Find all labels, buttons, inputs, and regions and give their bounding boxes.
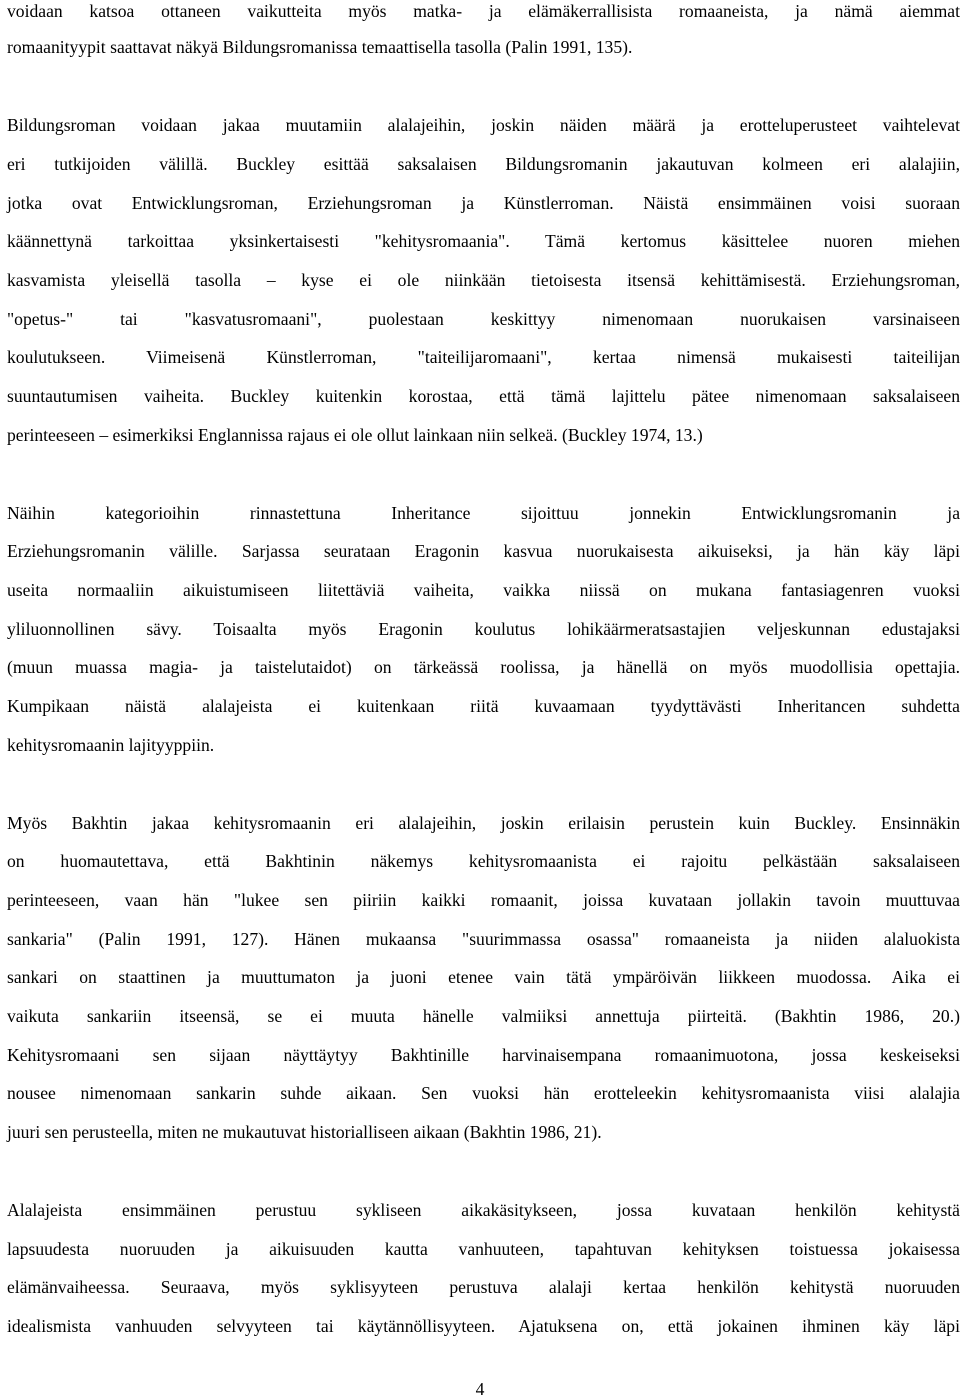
text-line: juuri sen perusteella, miten ne mukautuvat historialliseen aikaan (Bakhtin 1986, 21). (7, 1122, 602, 1142)
page-number: 4 (475, 1379, 485, 1399)
text-line: suuntautumisen vaiheita. Buckley kuitenkin korostaa, että tämä lajittelu pätee nimenomaan saksalaiseen (7, 386, 960, 406)
text-line: Erziehungsromanin välille. Sarjassa seurataan Eragonin kasvua nuorukaisesta aikuiseksi, ja hän käy läpi (7, 541, 960, 561)
text-line: Myös Bakhtin jakaa kehitysromaanin eri alalajeihin, joskin erilaisin perustein kuin Buckley. Ensinnäkin (7, 813, 960, 833)
text-line: sankaria" (Palin 1991, 127). Hänen mukaansa "suurimmassa osassa" romaaneista ja niiden alaluokista (7, 929, 960, 949)
text-line: on huomautettava, että Bakhtinin näkemys kehitysromaanista ei rajoitu pelkästään saksalaiseen (7, 851, 960, 871)
text-line: sankari on staattinen ja muuttumaton ja juoni etenee vain tätä ympäröivän liikkeen muodossa. Aika ei (7, 967, 960, 987)
text-line: Alalajeista ensimmäinen perustuu sykliseen aikakäsitykseen, jossa kuvataan henkilön kehitystä (7, 1200, 960, 1220)
text-line: perinteeseen – esimerkiksi Englannissa rajaus ei ole ollut lainkaan niin selkeä. (Buckley 1974, 13.) (7, 425, 703, 445)
text-line: "opetus-" tai "kasvatusromaani", puolestaan keskittyy nimenomaan nuorukaisen varsinaiseen (7, 309, 960, 329)
text-line: yliluonnollinen sävy. Toisaalta myös Eragonin koulutus lohikäärmeratsastajien veljeskunnan edustajaksi (7, 619, 960, 639)
text-line: vaikuta sankariin itseensä, se ei muuta hänelle valmiiksi annettuja piirteitä. (Bakhtin 1986, 20.) (7, 1006, 960, 1026)
text-line: elämänvaiheessa. Seuraava, myös syklisyyteen perustuva alalaji kertaa henkilön kehitystä nuoruuden (7, 1277, 960, 1297)
text-line: (muun muassa magia- ja taistelutaidot) on tärkeässä roolissa, ja hänellä on myös muodollisia opettajia. (7, 657, 960, 677)
text-line: koulutukseen. Viimeisenä Künstlerroman, "taiteilijaromaani", kertaa nimensä mukaisesti taiteilijan (7, 347, 960, 367)
text-line: käännettynä tarkoittaa yksinkertaisesti "kehitysromaania". Tämä kertomus käsittelee nuoren miehen (7, 231, 960, 251)
text-line: eri tutkijoiden välillä. Buckley esittää saksalaisen Bildungsromanin jakautuvan kolmeen eri alalajiin, (7, 154, 960, 174)
text-line: kasvamista yleisellä tasolla – kyse ei ole niinkään tietoisesta itsensä kehittämisestä. Erziehungsroman, (7, 270, 960, 290)
text-line: jotka ovat Entwicklungsroman, Erziehungsroman ja Künstlerroman. Näistä ensimmäinen voisi suoraan (7, 193, 960, 213)
text-line: romaanityypit saattavat näkyä Bildungsromanissa temaattisella tasolla (Palin 1991, 135). (7, 37, 633, 57)
text-line: Bildungsroman voidaan jakaa muutamiin alalajeihin, joskin näiden määrä ja erotteluperusteet vaihtelevat (7, 115, 960, 135)
text-line: idealismista vanhuuden selvyyteen tai käytännöllisyyteen. Ajatuksena on, että jokainen ihminen käy läpi (7, 1316, 960, 1336)
text-line: perinteeseen, vaan hän "lukee sen piiriin kaikki romaanit, joissa kuvataan jollakin tavoin muuttuvaa (7, 890, 960, 910)
text-line: nousee nimenomaan sankarin suhde aikaan. Sen vuoksi hän erotteleekin kehitysromaanista viisi alalajia (7, 1083, 960, 1103)
text-line: Kehitysromaani sen sijaan näyttäytyy Bakhtinille harvinaisempana romaanimuotona, jossa keskeiseksi (7, 1045, 960, 1065)
text-line: useita normaaliin aikuistumiseen liitettäviä vaiheita, vaikka niissä on mukana fantasiagenren vuoksi (7, 580, 960, 600)
text-line: lapsuudesta nuoruuden ja aikuisuuden kautta vanhuuteen, tapahtuvan kehityksen toistuessa jokaisessa (7, 1239, 960, 1259)
text-line: kehitysromaanin lajityyppiin. (7, 735, 215, 755)
text-line: voidaan katsoa ottaneen vaikutteita myös matka- ja elämäkerrallisista romaaneista, ja nämä aiemmat (7, 1, 960, 21)
text-line: Näihin kategorioihin rinnastettuna Inheritance sijoittuu jonnekin Entwicklungsromanin ja (7, 503, 960, 523)
text-line: Kumpikaan näistä alalajeista ei kuitenkaan riitä kuvaamaan tyydyttävästi Inheritancen suhdetta (7, 696, 960, 716)
